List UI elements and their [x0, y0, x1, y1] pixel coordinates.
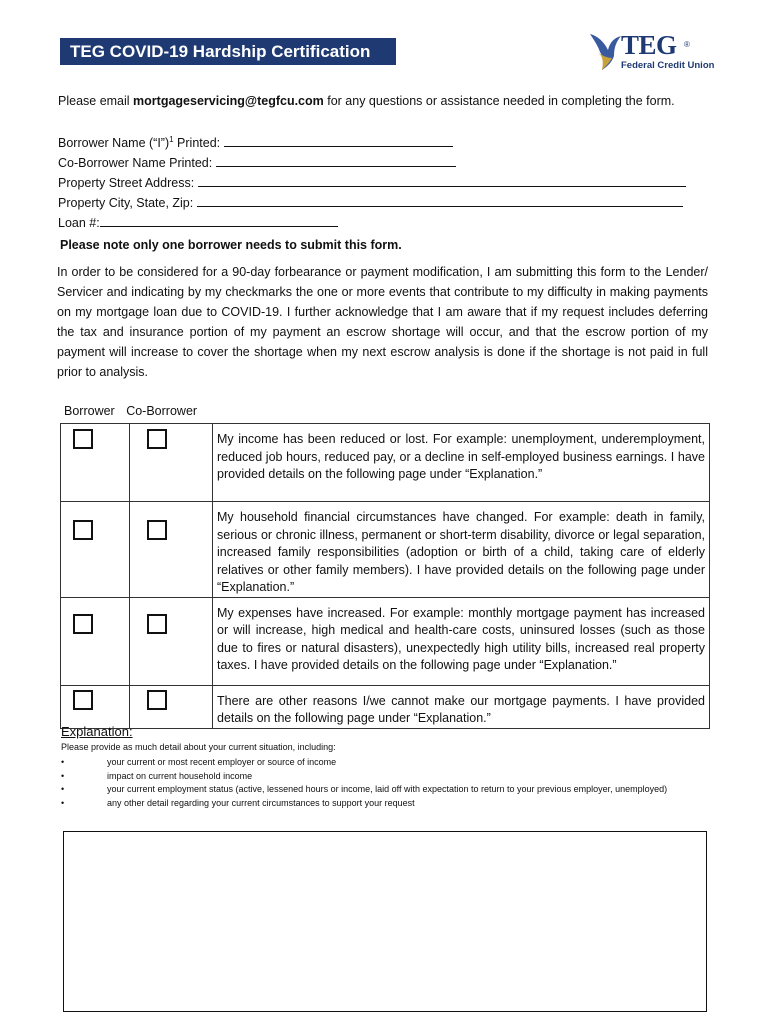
- logo-name: TEG: [621, 30, 677, 60]
- coborrower-column-header: Co-Borrower: [126, 404, 198, 418]
- list-item: [61, 756, 711, 770]
- borrower-name-field: [58, 134, 453, 150]
- borrower-column-header: Borrower: [64, 404, 115, 418]
- street-address-field: [58, 174, 686, 190]
- borrower-printed-label: Printed:: [173, 136, 221, 150]
- footnote-marker: 1: [169, 134, 174, 144]
- explanation-intro: Please provide as much detail about your current situation, including:: [61, 742, 336, 752]
- city-state-zip-input[interactable]: [197, 194, 683, 207]
- contact-line: [58, 94, 675, 108]
- event-description: There are other reasons I/we cannot make our mortgage payments. I have provided details on the following page under “Explanation.”: [213, 685, 710, 728]
- borrower-cell: [61, 685, 130, 728]
- coborrower-household-checkbox[interactable]: [147, 520, 167, 540]
- borrower-expenses-checkbox[interactable]: [73, 614, 93, 634]
- bullet-text: your current or most recent employer or source of income: [107, 757, 337, 767]
- contact-suffix: for any questions or assistance needed in completing the form.: [323, 94, 675, 108]
- list-item: [61, 770, 711, 784]
- bullet-icon: •: [61, 784, 65, 794]
- event-description: My income has been reduced or lost. For example: unemployment, underemployment, reduced job hours, reduced pay, or a decline in self-employed business earnings. I have provided details on the following page under “Explanation.”: [213, 424, 710, 502]
- borrower-cell: [61, 502, 130, 598]
- bullet-icon: •: [61, 770, 65, 781]
- coborrower-name-input[interactable]: [216, 154, 456, 167]
- borrower-income-checkbox[interactable]: [73, 429, 93, 449]
- table-row: [61, 424, 710, 502]
- street-address-input[interactable]: [198, 174, 686, 187]
- loan-number-field: [58, 214, 338, 230]
- single-borrower-note: Please note only one borrower needs to submit this form.: [60, 238, 402, 252]
- teg-logo: [588, 30, 713, 74]
- coborrower-cell: [130, 502, 213, 598]
- coborrower-cell: [130, 685, 213, 728]
- list-item: [61, 797, 711, 811]
- logo-subtitle: Federal Credit Union: [621, 60, 715, 71]
- coborrower-cell: [130, 424, 213, 502]
- borrower-household-checkbox[interactable]: [73, 520, 93, 540]
- coborrower-income-checkbox[interactable]: [147, 429, 167, 449]
- list-item: [61, 783, 711, 797]
- borrower-cell: [61, 597, 130, 685]
- bullet-text: your current employment status (active, lessened hours or income, laid off with expectation to return to your previous employer, unemployed): [107, 784, 668, 794]
- loan-number-label: Loan #:: [58, 216, 100, 230]
- borrower-name-label: Borrower Name (“I”): [58, 136, 170, 150]
- borrower-name-input[interactable]: [224, 134, 453, 147]
- coborrower-other-checkbox[interactable]: [147, 690, 167, 710]
- table-row: [61, 502, 710, 598]
- logo-registered-mark: ®: [684, 40, 690, 49]
- coborrower-name-label: Co-Borrower Name Printed:: [58, 156, 213, 170]
- loan-number-input[interactable]: [100, 214, 338, 227]
- eagle-logo-icon: [588, 30, 622, 74]
- coborrower-expenses-checkbox[interactable]: [147, 614, 167, 634]
- table-row: [61, 685, 710, 728]
- bullet-text: impact on current household income: [107, 770, 253, 781]
- table-row: [61, 597, 710, 685]
- explanation-heading: Explanation:: [61, 724, 133, 739]
- bullet-icon: •: [61, 797, 65, 808]
- borrower-other-checkbox[interactable]: [73, 690, 93, 710]
- borrower-cell: [61, 424, 130, 502]
- contact-prefix: Please email: [58, 94, 134, 108]
- checkbox-column-headers: [64, 404, 205, 418]
- hardship-events-table: [60, 423, 710, 729]
- bullet-icon: •: [61, 757, 65, 767]
- acknowledgement-paragraph: In order to be considered for a 90-day forbearance or payment modification, I am submitting this form to the Lender/ Servicer and indicating by my checkmarks the one or more events that contribute to my difficulty in making payments on my mortgage loan due to COVID-19. I further acknowledge that I am aware that if my request includes deferring the tax and insurance portion of my payment an escrow shortage will occur, and that the escrow portion of my payment will increase to cover the shortage when my next escrow analysis is done if the shortage is not paid in full prior to analysis.: [57, 265, 708, 379]
- city-state-zip-label: Property City, State, Zip:: [58, 196, 194, 210]
- contact-email-link[interactable]: mortgageservicing@tegfcu.com: [133, 94, 324, 108]
- city-state-zip-field: [58, 194, 683, 210]
- event-description: My household financial circumstances have changed. For example: death in family, serious or chronic illness, permanent or short-term disability, divorce or legal separation, increased family responsibilities (adoption or birth of a child, taking care of elderly relatives or other family members). I have provided details on the following page under “Explanation.”: [213, 502, 710, 598]
- explanation-bullets: [61, 756, 711, 810]
- explanation-textarea[interactable]: [63, 831, 707, 1012]
- coborrower-cell: [130, 597, 213, 685]
- bullet-text: any other detail regarding your current circumstances to support your request: [107, 797, 415, 808]
- form-title: TEG COVID-19 Hardship Certification: [60, 38, 396, 65]
- street-address-label: Property Street Address:: [58, 176, 195, 190]
- coborrower-name-field: [58, 154, 456, 170]
- event-description: My expenses have increased. For example: monthly mortgage payment has increased or will increase, high medical and health-care costs, uninsured losses (such as those due to fires or natural disasters), unexpectedly high utility bills, increased real property taxes. I have provided details on the following page under “Explanation.”: [213, 597, 710, 685]
